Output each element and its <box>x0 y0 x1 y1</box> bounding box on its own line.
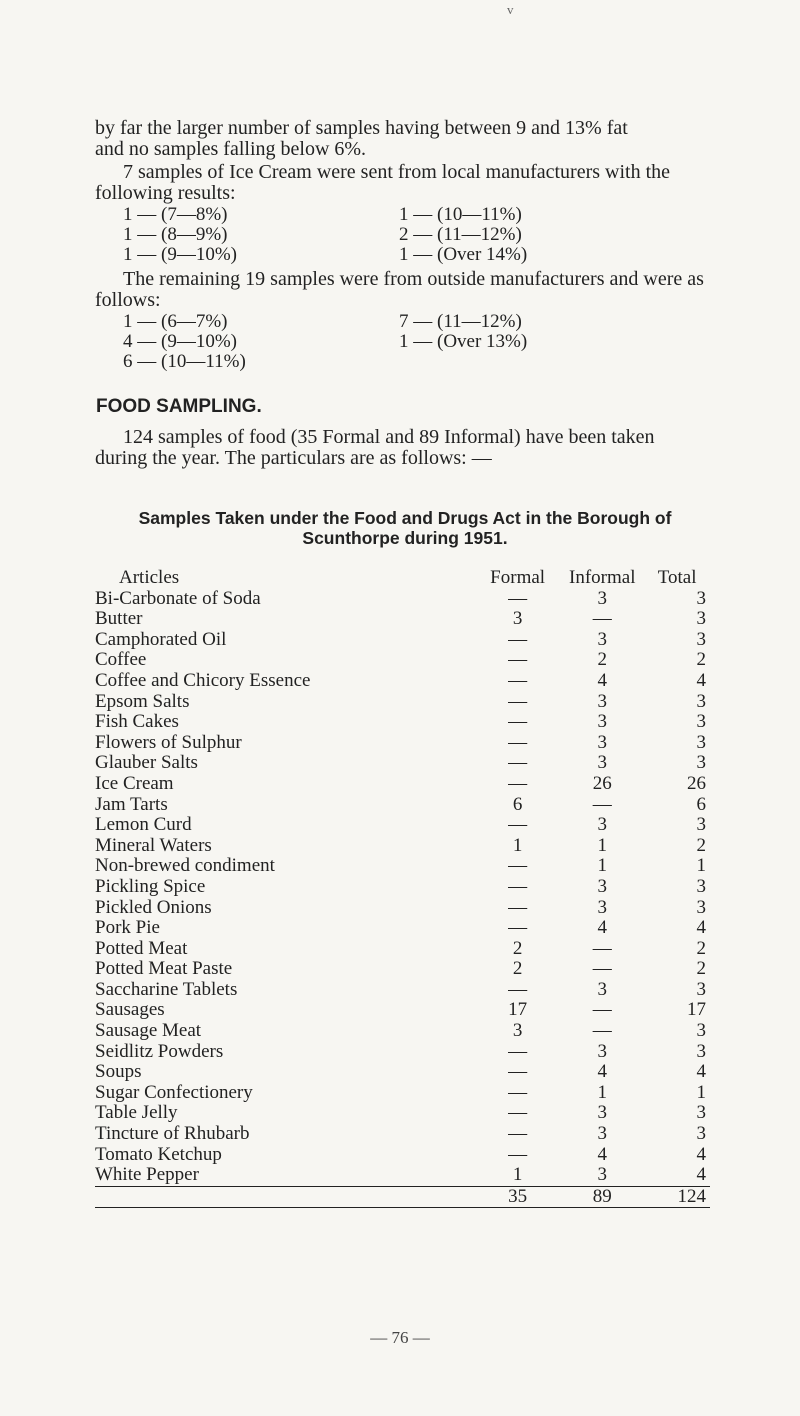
article-label: Potted Meat <box>95 937 188 959</box>
table-row <box>95 774 710 795</box>
outside-result: 7 — (11—12%) <box>399 311 522 332</box>
table-row <box>95 609 710 630</box>
total-cell: 3 <box>696 896 706 918</box>
formal-cell: — <box>508 1123 528 1145</box>
formal-cell: — <box>508 814 528 836</box>
article-label: Mineral Waters <box>95 834 212 856</box>
table-row <box>95 1042 710 1063</box>
table-row <box>95 1145 710 1166</box>
local-result: 1 — (8—9%) <box>123 224 228 245</box>
article-cell <box>95 836 479 857</box>
article-label: Camphorated Oil <box>95 628 227 650</box>
total-cell: 1 <box>696 1081 706 1103</box>
total-cell: 2 <box>696 958 706 980</box>
article-cell <box>95 856 479 877</box>
total-cell: 3 <box>696 731 706 753</box>
article-label: Jam Tarts <box>95 793 168 815</box>
local-result: 1 — (9—10%) <box>123 244 237 265</box>
informal-cell: 3 <box>597 731 607 753</box>
informal-cell: 3 <box>597 814 607 836</box>
local-results-left <box>123 205 237 265</box>
intro-line-1: by far the larger number of samples having between 9 and 13% fat <box>95 117 628 139</box>
table-row <box>95 712 710 733</box>
total-cell: 2 <box>696 937 706 959</box>
article-cell <box>95 1145 479 1166</box>
formal-cell: 6 <box>512 793 523 815</box>
total-cell: 3 <box>696 628 706 650</box>
informal-cell: — <box>592 793 612 815</box>
informal-cell: 3 <box>597 978 607 1000</box>
outside-result: 6 — (10—11%) <box>123 351 246 372</box>
article-label: Epsom Salts <box>95 690 190 712</box>
informal-cell: 3 <box>597 628 607 650</box>
article-cell <box>95 939 479 960</box>
article-cell <box>95 671 479 692</box>
article-cell <box>95 898 479 919</box>
article-cell <box>95 609 479 630</box>
article-cell <box>95 774 479 795</box>
total-cell: 6 <box>696 793 706 815</box>
local-result: 1 — (10—11%) <box>399 204 522 225</box>
article-label: Sausage Meat <box>95 1020 202 1042</box>
total-cell: 4 <box>696 1164 706 1186</box>
total-cell: 3 <box>696 978 706 1000</box>
total-cell: 1 <box>696 855 706 877</box>
informal-cell: 3 <box>597 1040 607 1062</box>
formal-cell: — <box>508 1040 528 1062</box>
article-label: Pickled Onions <box>95 896 212 918</box>
table-row <box>95 733 710 754</box>
outside-ice-cream-text: The remaining 19 samples were from outside manufacturers and were as follows: <box>95 268 704 311</box>
outside-result: 4 — (9—10%) <box>123 331 237 352</box>
total-informal: 89 <box>556 1186 648 1208</box>
page-mark: v <box>507 2 514 17</box>
formal-cell: 3 <box>512 608 523 630</box>
informal-cell: 1 <box>597 1081 607 1103</box>
table-row <box>95 692 710 713</box>
article-label: Glauber Salts <box>95 752 198 774</box>
article-cell <box>95 630 479 651</box>
samples-table <box>95 568 710 1208</box>
article-cell <box>95 753 479 774</box>
total-cell: 4 <box>696 1143 706 1165</box>
article-label: Coffee <box>95 649 147 671</box>
informal-cell: 4 <box>597 1143 607 1165</box>
total-cell: 2 <box>696 649 706 671</box>
article-cell <box>95 1165 479 1186</box>
article-label: Pork Pie <box>95 917 160 939</box>
article-label: Tincture of Rhubarb <box>95 1123 250 1145</box>
informal-cell: 3 <box>597 1164 607 1186</box>
total-cell: 3 <box>696 711 706 733</box>
article-cell <box>95 877 479 898</box>
article-cell <box>95 1000 479 1021</box>
formal-cell: — <box>508 1143 528 1165</box>
local-result: 1 — (7—8%) <box>123 204 228 225</box>
article-label: Flowers of Sulphur <box>95 731 242 753</box>
article-label: Lemon Curd <box>95 814 192 836</box>
formal-cell: — <box>508 649 528 671</box>
total-total: 124 <box>648 1186 710 1208</box>
article-cell <box>95 980 479 1001</box>
table-row <box>95 630 710 651</box>
outside-results-right <box>399 312 527 352</box>
header-articles: Articles <box>119 567 180 588</box>
informal-cell: 4 <box>597 1061 607 1083</box>
article-cell <box>95 1042 479 1063</box>
informal-cell: — <box>592 958 612 980</box>
page-number: — 76 — <box>370 1328 430 1347</box>
local-ice-cream-text: 7 samples of Ice Cream were sent from local manufacturers with the following results: <box>95 161 671 204</box>
formal-cell: — <box>508 1102 528 1124</box>
article-label: Table Jelly <box>95 1102 178 1124</box>
article-cell <box>95 1021 479 1042</box>
total-cell: 3 <box>696 814 706 836</box>
article-cell <box>95 918 479 939</box>
table-row <box>95 671 710 692</box>
informal-cell: 3 <box>597 752 607 774</box>
table-row <box>95 939 710 960</box>
totals-row <box>95 1186 710 1208</box>
informal-cell: 1 <box>597 834 607 856</box>
informal-cell: 4 <box>597 669 607 691</box>
table-row <box>95 1083 710 1104</box>
article-label: Butter <box>95 608 143 630</box>
header-formal: Formal <box>490 567 546 588</box>
total-cell: 3 <box>696 752 706 774</box>
intro-paragraph <box>95 118 710 160</box>
informal-cell: 3 <box>597 690 607 712</box>
total-cell: 26 <box>687 772 706 794</box>
local-results-right <box>399 205 527 265</box>
formal-cell: — <box>508 628 528 650</box>
formal-cell: 2 <box>512 937 523 959</box>
formal-cell: — <box>508 772 528 794</box>
article-cell <box>95 650 479 671</box>
table-row <box>95 1165 710 1186</box>
total-cell: 3 <box>696 587 706 609</box>
formal-cell: 3 <box>512 1020 523 1042</box>
table-row <box>95 589 710 610</box>
formal-cell: — <box>508 896 528 918</box>
formal-cell: — <box>508 731 528 753</box>
total-cell: 3 <box>696 608 706 630</box>
table-row <box>95 918 710 939</box>
table-header-row <box>95 568 710 589</box>
formal-cell: — <box>508 669 528 691</box>
local-result: 2 — (11—12%) <box>399 224 522 245</box>
informal-cell: — <box>592 608 612 630</box>
article-label: Bi-Carbonate of Soda <box>95 587 261 609</box>
informal-cell: — <box>592 999 612 1021</box>
table-row <box>95 980 710 1001</box>
table-row <box>95 898 710 919</box>
article-label: White Pepper <box>95 1164 199 1186</box>
header-informal: Informal <box>569 567 636 588</box>
food-sampling-text: 124 samples of food (35 Formal and 89 Informal) have been taken during the year. The particulars are as follows: — <box>95 426 655 469</box>
food-sampling-heading: FOOD SAMPLING. <box>96 396 262 417</box>
article-cell <box>95 1103 479 1124</box>
formal-cell: — <box>508 855 528 877</box>
formal-cell: — <box>508 690 528 712</box>
article-label: Saccharine Tablets <box>95 978 238 1000</box>
informal-cell: 3 <box>597 1102 607 1124</box>
formal-cell: — <box>508 1081 528 1103</box>
formal-cell: 17 <box>508 999 528 1021</box>
article-cell <box>95 1124 479 1145</box>
formal-cell: — <box>508 587 528 609</box>
article-label: Tomato Ketchup <box>95 1143 222 1165</box>
informal-cell: 1 <box>597 855 607 877</box>
total-cell: 3 <box>696 875 706 897</box>
article-cell <box>95 733 479 754</box>
formal-cell: 1 <box>512 834 523 856</box>
table-row <box>95 959 710 980</box>
table-row <box>95 1124 710 1145</box>
article-label: Coffee and Chicory Essence <box>95 669 311 691</box>
table-row <box>95 1103 710 1124</box>
formal-cell: — <box>508 1061 528 1083</box>
article-label: Pickling Spice <box>95 875 206 897</box>
informal-cell: 4 <box>597 917 607 939</box>
table-title <box>95 508 715 548</box>
formal-cell: — <box>508 752 528 774</box>
total-formal: 35 <box>479 1186 556 1208</box>
total-cell: 4 <box>696 1061 706 1083</box>
article-label: Soups <box>95 1061 142 1083</box>
total-cell: 3 <box>696 1040 706 1062</box>
total-cell: 4 <box>696 669 706 691</box>
article-cell <box>95 959 479 980</box>
article-label: Potted Meat Paste <box>95 958 233 980</box>
informal-cell: 3 <box>597 875 607 897</box>
formal-cell: — <box>508 978 528 1000</box>
article-cell <box>95 1062 479 1083</box>
article-label: Sugar Confectionery <box>95 1081 253 1103</box>
table-row <box>95 836 710 857</box>
formal-cell: — <box>508 711 528 733</box>
total-cell: 3 <box>696 1123 706 1145</box>
total-cell: 2 <box>696 834 706 856</box>
table-row <box>95 815 710 836</box>
informal-cell: 3 <box>597 587 607 609</box>
article-cell <box>95 692 479 713</box>
article-cell <box>95 712 479 733</box>
table-row <box>95 753 710 774</box>
outside-results-left <box>123 312 246 372</box>
table-row <box>95 795 710 816</box>
local-result: 1 — (Over 14%) <box>399 244 528 265</box>
total-cell: 4 <box>696 917 706 939</box>
total-cell: 3 <box>696 690 706 712</box>
total-cell: 3 <box>696 1020 706 1042</box>
formal-cell: 1 <box>512 1164 523 1186</box>
informal-cell: 3 <box>597 1123 607 1145</box>
informal-cell: 2 <box>597 649 607 671</box>
outside-result: 1 — (Over 13%) <box>399 331 528 352</box>
formal-cell: 2 <box>512 958 523 980</box>
article-label: Non-brewed condiment <box>95 855 275 877</box>
total-cell: 3 <box>696 1102 706 1124</box>
article-label: Ice Cream <box>95 772 174 794</box>
table-row <box>95 1062 710 1083</box>
intro-line-2: and no samples falling below 6%. <box>95 138 367 160</box>
informal-cell: — <box>592 937 612 959</box>
table-row <box>95 856 710 877</box>
article-label: Sausages <box>95 999 165 1021</box>
article-cell <box>95 795 479 816</box>
article-label: Seidlitz Powders <box>95 1040 224 1062</box>
table-title-line-1: Samples Taken under the Food and Drugs Act in the Borough of <box>138 508 672 528</box>
formal-cell: — <box>508 875 528 897</box>
table-row <box>95 650 710 671</box>
informal-cell: 3 <box>597 896 607 918</box>
informal-cell: 3 <box>597 711 607 733</box>
article-cell <box>95 589 479 610</box>
article-cell <box>95 1083 479 1104</box>
informal-cell: — <box>592 1020 612 1042</box>
formal-cell: — <box>508 917 528 939</box>
article-cell <box>95 815 479 836</box>
table-title-line-2: Scunthorpe during 1951. <box>302 528 508 548</box>
table-row <box>95 1000 710 1021</box>
table-row <box>95 1021 710 1042</box>
table-row <box>95 877 710 898</box>
total-cell: 17 <box>687 999 706 1021</box>
article-label: Fish Cakes <box>95 711 179 733</box>
informal-cell: 26 <box>592 772 612 794</box>
outside-result: 1 — (6—7%) <box>123 311 228 332</box>
header-total: Total <box>657 567 697 588</box>
